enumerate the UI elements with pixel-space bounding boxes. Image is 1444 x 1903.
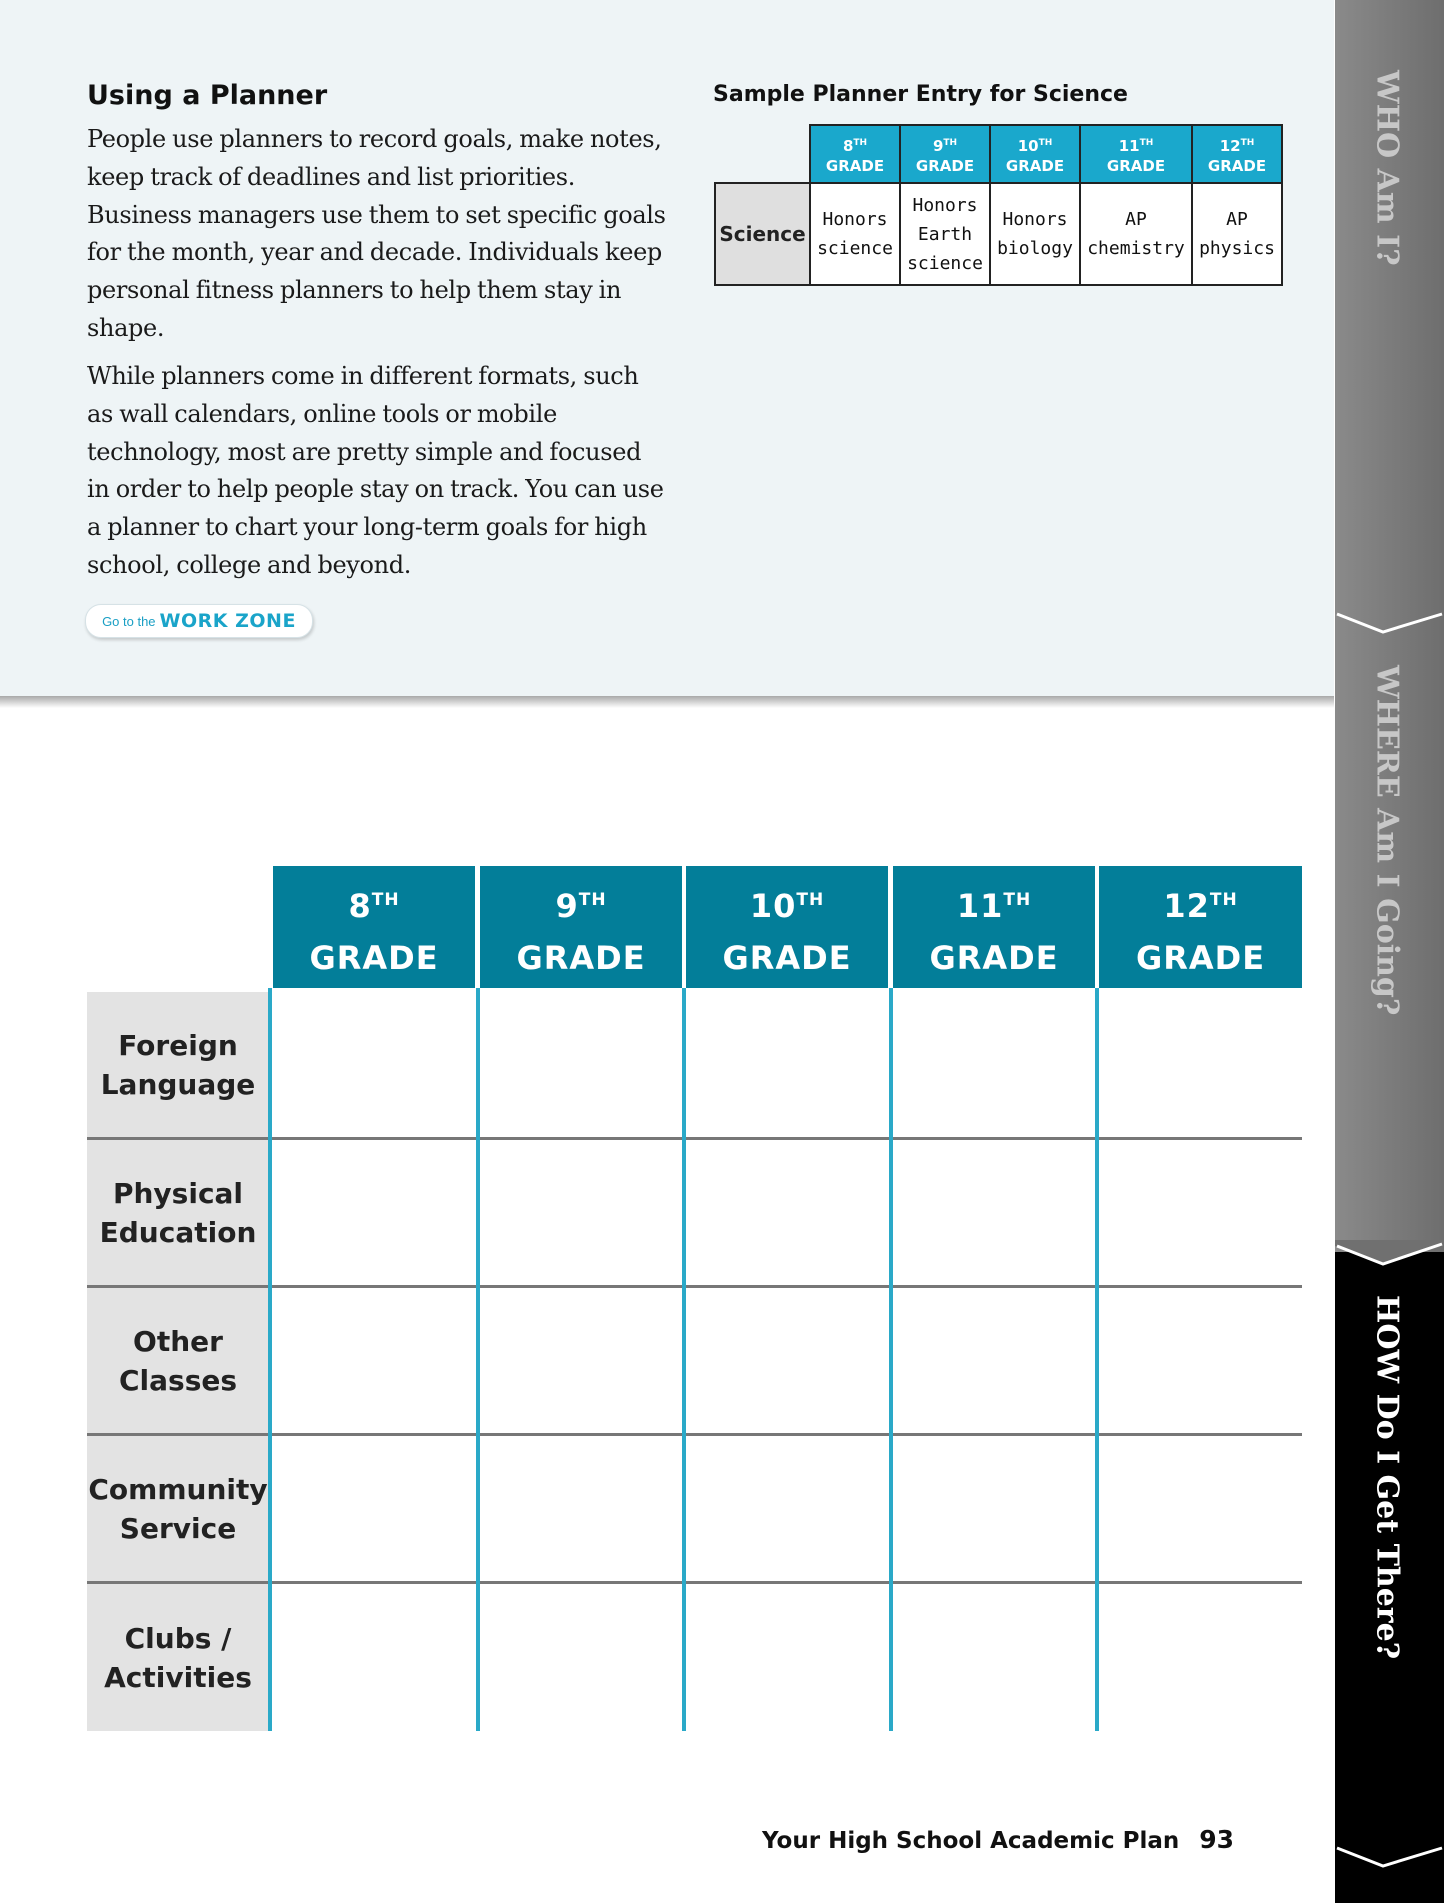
row-label-line: Other — [133, 1324, 223, 1358]
cell-line: science — [817, 238, 893, 259]
grade-number: 10 — [1017, 136, 1039, 155]
grade-header-11th — [893, 866, 1095, 988]
grade-label: GRADE — [309, 939, 439, 977]
grade-label: GRADE — [915, 156, 975, 175]
grade-suffix: TH — [853, 137, 868, 148]
grade-number: 9 — [932, 136, 944, 155]
cell-line: biology — [997, 238, 1073, 259]
sample-grade-header — [990, 125, 1080, 183]
grade-number: 8 — [842, 136, 854, 155]
column-divider — [268, 988, 272, 1731]
grade-suffix: TH — [796, 890, 825, 910]
grade-suffix: TH — [1003, 890, 1032, 910]
panel-divider — [0, 696, 1334, 708]
side-tab-where-label: WHERE Am I Going? — [1369, 665, 1405, 1016]
grade-header-12th — [1099, 866, 1302, 988]
grade-number: 10 — [749, 887, 797, 925]
column-divider — [682, 988, 686, 1731]
grade-number: 8 — [348, 887, 372, 925]
sample-cell-9th — [900, 183, 990, 285]
cell-line: chemistry — [1087, 238, 1185, 259]
column-divider — [889, 988, 893, 1731]
row-label-other-classes — [87, 1288, 269, 1433]
row-label-line: Clubs / — [124, 1621, 232, 1655]
grade-number: 9 — [555, 887, 579, 925]
column-divider — [1095, 988, 1099, 1731]
work-zone-button[interactable] — [85, 604, 313, 638]
cell-line: Honors — [1002, 209, 1068, 230]
row-label-line: Activities — [104, 1660, 252, 1694]
grade-label: GRADE — [825, 156, 885, 175]
intro-paragraph-2: While planners come in different formats, such as wall calendars, online tools or mobile technology, most are pretty simple and focused in order to help people stay on track. You can use a planner to chart your long-term goals for high school, college and beyond. — [87, 362, 664, 579]
intro-paragraph-1: People use planners to record goals, make notes, keep track of deadlines and list priorities. Business managers use them to set specific goals for the month, year and decade. Individuals keep personal fitness planners to help them stay in shape. — [87, 125, 666, 342]
cell-line: Honors — [822, 209, 888, 230]
grade-label: GRADE — [1207, 156, 1267, 175]
grade-number: 11 — [1118, 136, 1140, 155]
cell-line: Earth — [917, 223, 973, 245]
cell-line: science — [907, 252, 983, 274]
row-label-clubs-activities — [87, 1584, 269, 1731]
grade-suffix: TH — [371, 890, 400, 910]
grade-number: 12 — [1219, 136, 1241, 155]
row-label-line: Physical — [112, 1176, 244, 1210]
work-zone-label: WORK ZONE — [159, 610, 296, 632]
grade-number: 12 — [1163, 887, 1210, 925]
sample-cell-12th — [1192, 183, 1282, 285]
sample-grade-header — [1080, 125, 1192, 183]
sample-corner — [715, 125, 810, 183]
grade-suffix: TH — [1139, 137, 1154, 148]
grade-suffix: TH — [1209, 890, 1238, 910]
grade-label: GRADE — [516, 939, 646, 977]
row-label-community-service — [87, 1436, 269, 1581]
row-label-line: Language — [100, 1067, 256, 1101]
footer-title: Your High School Academic Plan — [762, 1828, 1180, 1854]
grade-number: 11 — [956, 887, 1004, 925]
sample-cell-11th — [1080, 183, 1192, 285]
cell-line: physics — [1199, 238, 1275, 259]
grade-header-9th — [480, 866, 682, 988]
grade-label: GRADE — [929, 939, 1059, 977]
section-heading: Using a Planner — [87, 80, 328, 111]
sample-title: Sample Planner Entry for Science — [713, 82, 1128, 107]
row-label-line: Classes — [118, 1363, 238, 1397]
grade-label: GRADE — [1005, 156, 1065, 175]
grade-suffix: TH — [943, 137, 958, 148]
sample-cell-8th — [810, 183, 900, 285]
row-label-line: Education — [99, 1215, 257, 1249]
grade-label: GRADE — [722, 939, 852, 977]
sample-planner-table — [714, 124, 1283, 286]
row-label-line: Foreign — [118, 1028, 238, 1062]
row-label-foreign-language — [87, 992, 269, 1137]
grade-suffix: TH — [1038, 137, 1053, 148]
cell-line: AP — [1226, 209, 1248, 230]
work-zone-prefix: Go to the — [102, 613, 156, 629]
page-footer — [762, 1825, 1234, 1854]
side-tab-how-label: HOW Do I Get There? — [1369, 1295, 1405, 1660]
column-divider — [476, 988, 480, 1731]
sample-grade-header — [900, 125, 990, 183]
sample-grade-header — [810, 125, 900, 183]
grade-label: GRADE — [1135, 939, 1266, 977]
sample-grade-header — [1192, 125, 1282, 183]
sample-cell-10th — [990, 183, 1080, 285]
tab-notch — [1335, 1240, 1444, 1266]
row-label-line: Service — [119, 1511, 237, 1545]
cell-line: Honors — [912, 194, 978, 216]
grade-suffix: TH — [1240, 137, 1255, 148]
side-tab-who-label: WHO Am I? — [1369, 70, 1405, 266]
grade-label: GRADE — [1106, 156, 1166, 175]
grade-header-8th — [273, 866, 475, 988]
grade-header-10th — [686, 866, 888, 988]
row-label-physical-education — [87, 1140, 269, 1285]
page-number: 93 — [1199, 1825, 1235, 1854]
cell-line: AP — [1125, 209, 1147, 230]
row-label-line: Community — [88, 1472, 268, 1506]
grade-suffix: TH — [578, 890, 607, 910]
sample-subject-label: Science — [715, 183, 810, 285]
